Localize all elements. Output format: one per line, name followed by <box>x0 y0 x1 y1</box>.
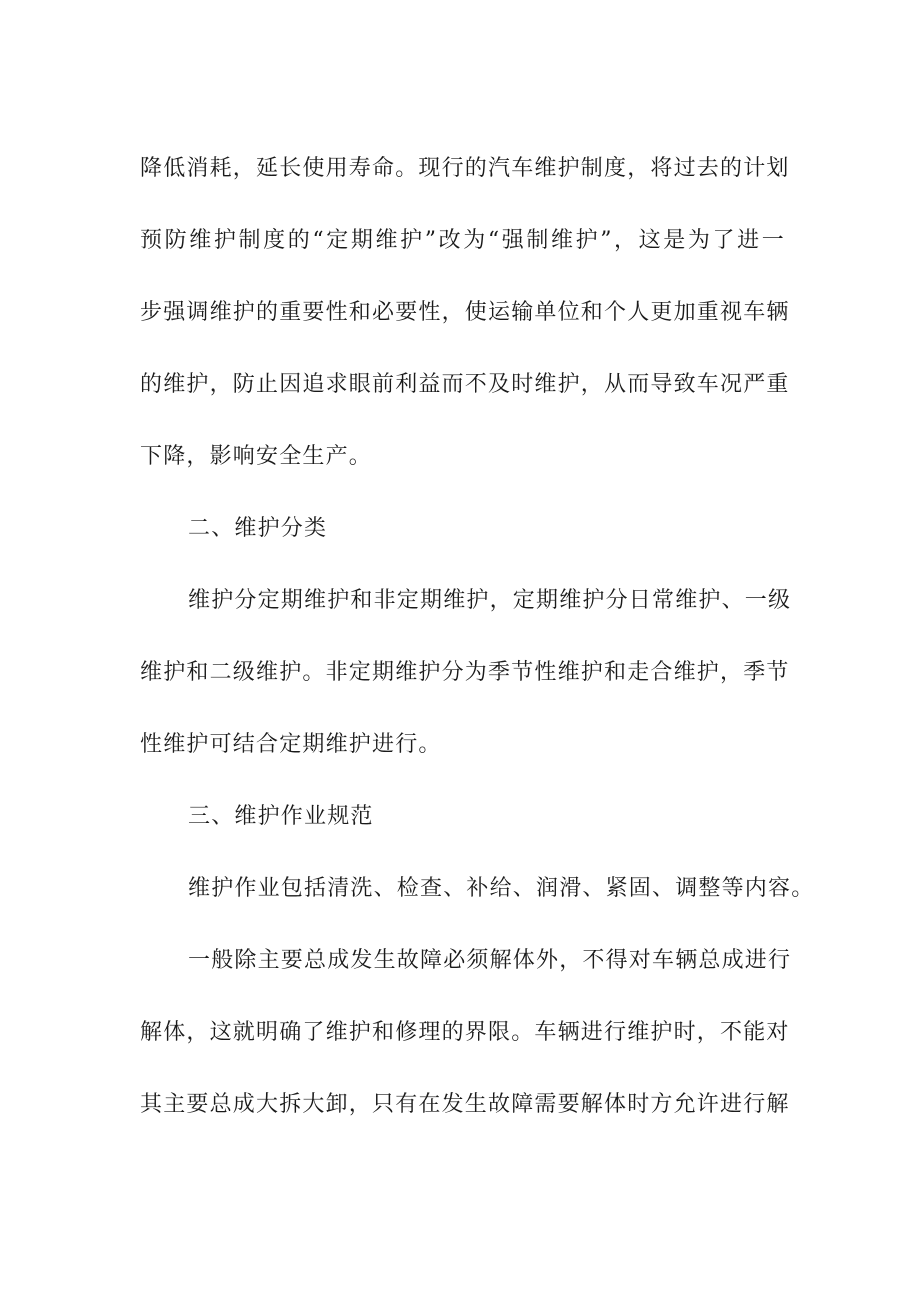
paragraph-line: 维护分定期维护和非定期维护，定期维护分日常维护、一级 <box>188 588 792 613</box>
paragraph-line: 降低消耗，延长使用寿命。现行的汽车维护制度，将过去的计划 <box>140 156 790 181</box>
section-heading: 二、维护分类 <box>188 516 328 541</box>
paragraph-line: 下降，影响安全生产。 <box>140 444 373 469</box>
paragraph-line: 维护作业包括清洗、检查、补给、润滑、紧固、调整等内容。 <box>188 876 815 901</box>
paragraph-line: 预防维护制度的“定期维护”改为“强制维护”，这是为了进一 <box>140 228 785 253</box>
paragraph-line: 其主要总成大拆大卸，只有在发生故障需要解体时方允许进行解 <box>140 1092 790 1117</box>
paragraph-line: 解体，这就明确了维护和修理的界限。车辆进行维护时，不能对 <box>140 1020 790 1045</box>
document-page <box>140 145 815 1153</box>
paragraph-line: 维护和二级维护。非定期维护分为季节性维护和走合维护，季节 <box>140 660 790 685</box>
paragraph-line: 步强调维护的重要性和必要性，使运输单位和个人更加重视车辆 <box>140 300 790 325</box>
section-heading: 三、维护作业规范 <box>188 804 374 829</box>
paragraph-line: 的维护，防止因追求眼前利益而不及时维护，从而导致车况严重 <box>140 372 790 397</box>
paragraph-line: 性维护可结合定期维护进行。 <box>140 732 442 757</box>
paragraph-line: 一般除主要总成发生故障必须解体外，不得对车辆总成进行 <box>188 948 792 973</box>
